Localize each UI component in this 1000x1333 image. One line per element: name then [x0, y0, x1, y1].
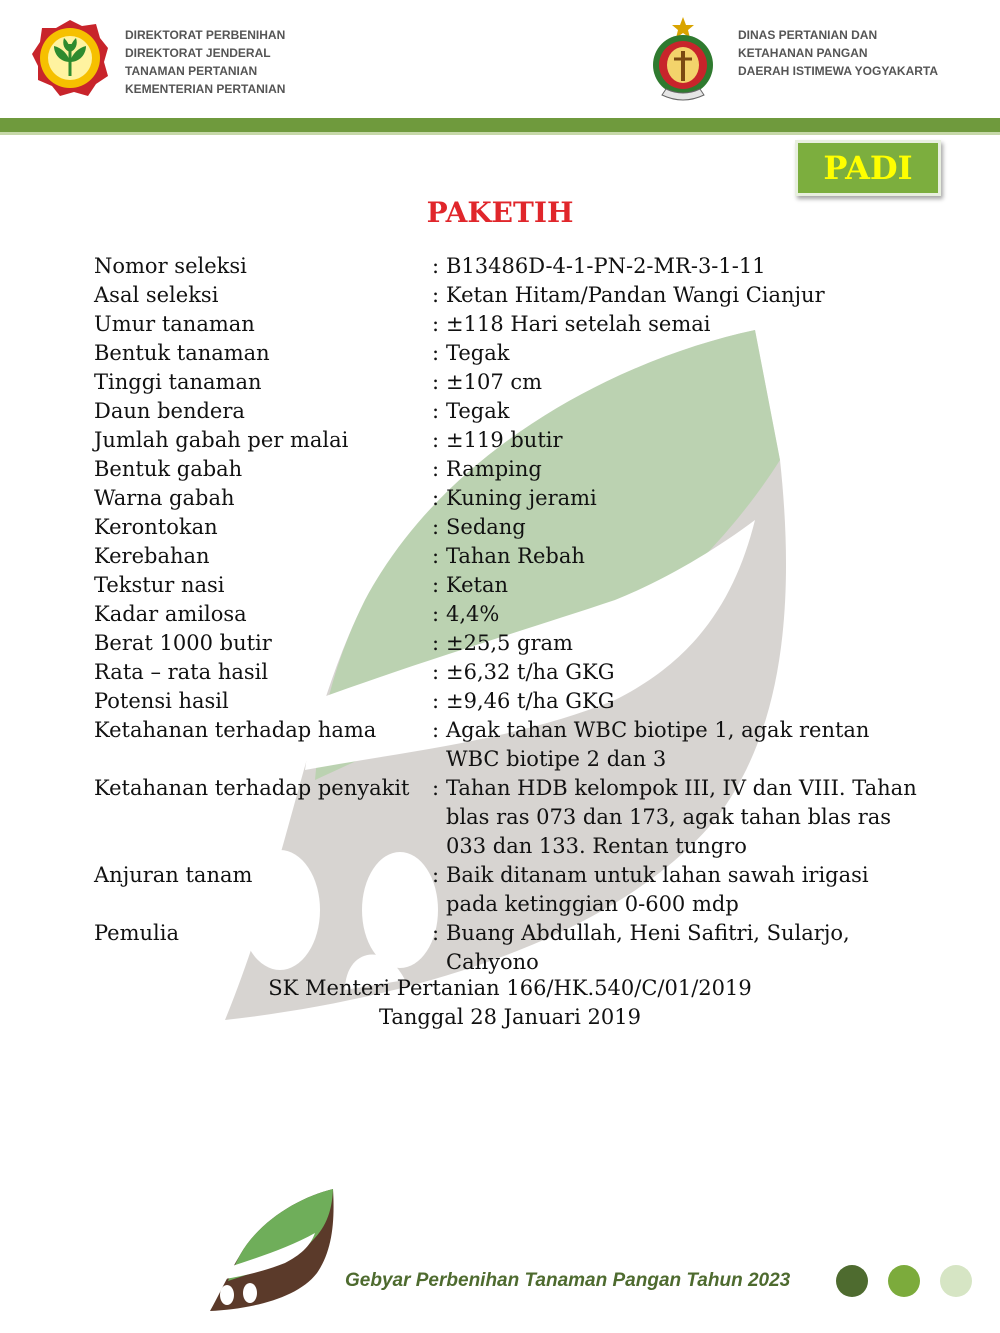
- spec-row: [94, 455, 974, 484]
- spec-row: [94, 339, 974, 368]
- spec-value: Ketan Hitam/Pandan Wangi Cianjur: [446, 283, 825, 307]
- spec-label: Bentuk tanaman: [94, 341, 270, 365]
- right-institution-name: [738, 26, 938, 80]
- decorative-dot: [940, 1265, 972, 1297]
- right-institution-line: DINAS PERTANIAN DAN: [738, 28, 878, 42]
- spec-colon: :: [432, 921, 440, 945]
- spec-colon: :: [432, 573, 440, 597]
- spec-row: [94, 397, 974, 426]
- spec-row: [94, 687, 974, 716]
- spec-colon: :: [432, 312, 440, 336]
- decorative-dot: [836, 1265, 868, 1297]
- spec-colon: :: [432, 776, 440, 800]
- spec-row: [94, 426, 974, 455]
- spec-value: Ketan: [446, 573, 509, 597]
- kementan-logo-icon: [30, 18, 110, 98]
- decorative-dot: [888, 1265, 920, 1297]
- decree-date: Tanggal 28 Januari 2019: [379, 1005, 641, 1029]
- spec-colon: :: [432, 515, 440, 539]
- spec-colon: :: [432, 544, 440, 568]
- spec-row: [94, 658, 974, 687]
- spec-value: Agak tahan WBC biotipe 1, agak rentan WBC biotipe 2 dan 3: [446, 718, 870, 771]
- spec-row: [94, 252, 974, 281]
- spec-label: Warna gabah: [94, 486, 235, 510]
- spec-row: [94, 571, 974, 600]
- spec-label: Rata – rata hasil: [94, 660, 269, 684]
- spec-row: [94, 600, 974, 629]
- spec-row: [94, 774, 974, 861]
- spec-row: [94, 629, 974, 658]
- spec-value: Tegak: [446, 341, 510, 365]
- spec-value: Ramping: [446, 457, 542, 481]
- category-badge: PADI: [795, 140, 941, 196]
- spec-label: Ketahanan terhadap penyakit: [94, 776, 410, 800]
- spec-value: B13486D-4-1-PN-2-MR-3-1-11: [446, 254, 766, 278]
- spec-row: [94, 861, 974, 919]
- spec-colon: :: [432, 486, 440, 510]
- spec-label: Tinggi tanaman: [94, 370, 262, 394]
- spec-colon: :: [432, 602, 440, 626]
- spec-label: Asal seleksi: [94, 283, 219, 307]
- spec-row: [94, 310, 974, 339]
- spec-label: Kerebahan: [94, 544, 210, 568]
- spec-label: Jumlah gabah per malai: [94, 428, 349, 452]
- right-institution-line: DAERAH ISTIMEWA YOGYAKARTA: [738, 64, 939, 78]
- spec-value: ±6,32 t/ha GKG: [446, 660, 615, 684]
- spec-colon: :: [432, 660, 440, 684]
- spec-row: [94, 513, 974, 542]
- spec-value: ±119 butir: [446, 428, 563, 452]
- spec-label: Daun bendera: [94, 399, 245, 423]
- left-institution-line: DIREKTORAT JENDERAL: [125, 46, 271, 60]
- spec-label: Pemulia: [94, 921, 180, 945]
- spec-row: [94, 484, 974, 513]
- spec-row: [94, 919, 974, 977]
- spec-label: Bentuk gabah: [94, 457, 243, 481]
- spec-colon: :: [432, 283, 440, 307]
- spec-row: [94, 542, 974, 571]
- spec-label: Kerontokan: [94, 515, 218, 539]
- spec-row: [94, 281, 974, 310]
- spec-value: ±118 Hari setelah semai: [446, 312, 711, 336]
- event-name: Gebyar Perbenihan Tanaman Pangan Tahun 2023: [345, 1270, 791, 1291]
- ministerial-decree: [0, 974, 1000, 1032]
- spec-colon: :: [432, 428, 440, 452]
- specification-list: [94, 252, 974, 977]
- spec-value: 4,4%: [446, 602, 500, 626]
- left-institution-name: [125, 26, 285, 98]
- spec-colon: :: [432, 399, 440, 423]
- spec-colon: :: [432, 341, 440, 365]
- spec-label: Tekstur nasi: [94, 573, 225, 597]
- leaf-logo-icon: [205, 1185, 340, 1313]
- header-divider-accent: [0, 132, 1000, 135]
- spec-colon: :: [432, 254, 440, 278]
- spec-value: Kuning jerami: [446, 486, 597, 510]
- spec-colon: :: [432, 863, 440, 887]
- spec-value: Tahan HDB kelompok III, IV dan VIII. Tahan blas ras 073 dan 173, agak tahan blas ras 033 dan 133. Rentan tungro: [446, 776, 917, 858]
- spec-colon: :: [432, 689, 440, 713]
- decree-number: SK Menteri Pertanian 166/HK.540/C/01/2019: [268, 976, 752, 1000]
- left-institution-line: TANAMAN PERTANIAN: [125, 64, 258, 78]
- diy-coat-of-arms-icon: [648, 15, 718, 101]
- spec-row: [94, 368, 974, 397]
- spec-value: Tegak: [446, 399, 510, 423]
- spec-row: [94, 716, 974, 774]
- spec-colon: :: [432, 718, 440, 742]
- spec-label: Potensi hasil: [94, 689, 229, 713]
- left-institution-line: KEMENTERIAN PERTANIAN: [125, 82, 286, 96]
- header-divider: [0, 118, 1000, 132]
- spec-value: Buang Abdullah, Heni Safitri, Sularjo, Cahyono: [446, 921, 850, 974]
- spec-value: ±25,5 gram: [446, 631, 573, 655]
- spec-label: Berat 1000 butir: [94, 631, 272, 655]
- spec-value: Baik ditanam untuk lahan sawah irigasi pada ketinggian 0-600 mdp: [446, 863, 869, 916]
- spec-label: Kadar amilosa: [94, 602, 247, 626]
- spec-colon: :: [432, 370, 440, 394]
- spec-value: Sedang: [446, 515, 526, 539]
- spec-label: Anjuran tanam: [94, 863, 253, 887]
- left-institution-line: DIREKTORAT PERBENIHAN: [125, 28, 286, 42]
- spec-colon: :: [432, 457, 440, 481]
- spec-value: ±9,46 t/ha GKG: [446, 689, 615, 713]
- spec-value: ±107 cm: [446, 370, 543, 394]
- spec-colon: :: [432, 631, 440, 655]
- variety-title: PAKETIH: [426, 196, 574, 229]
- spec-value: Tahan Rebah: [446, 544, 585, 568]
- right-institution-line: KETAHANAN PANGAN: [738, 46, 868, 60]
- spec-label: Ketahanan terhadap hama: [94, 718, 377, 742]
- spec-label: Nomor seleksi: [94, 254, 247, 278]
- spec-label: Umur tanaman: [94, 312, 255, 336]
